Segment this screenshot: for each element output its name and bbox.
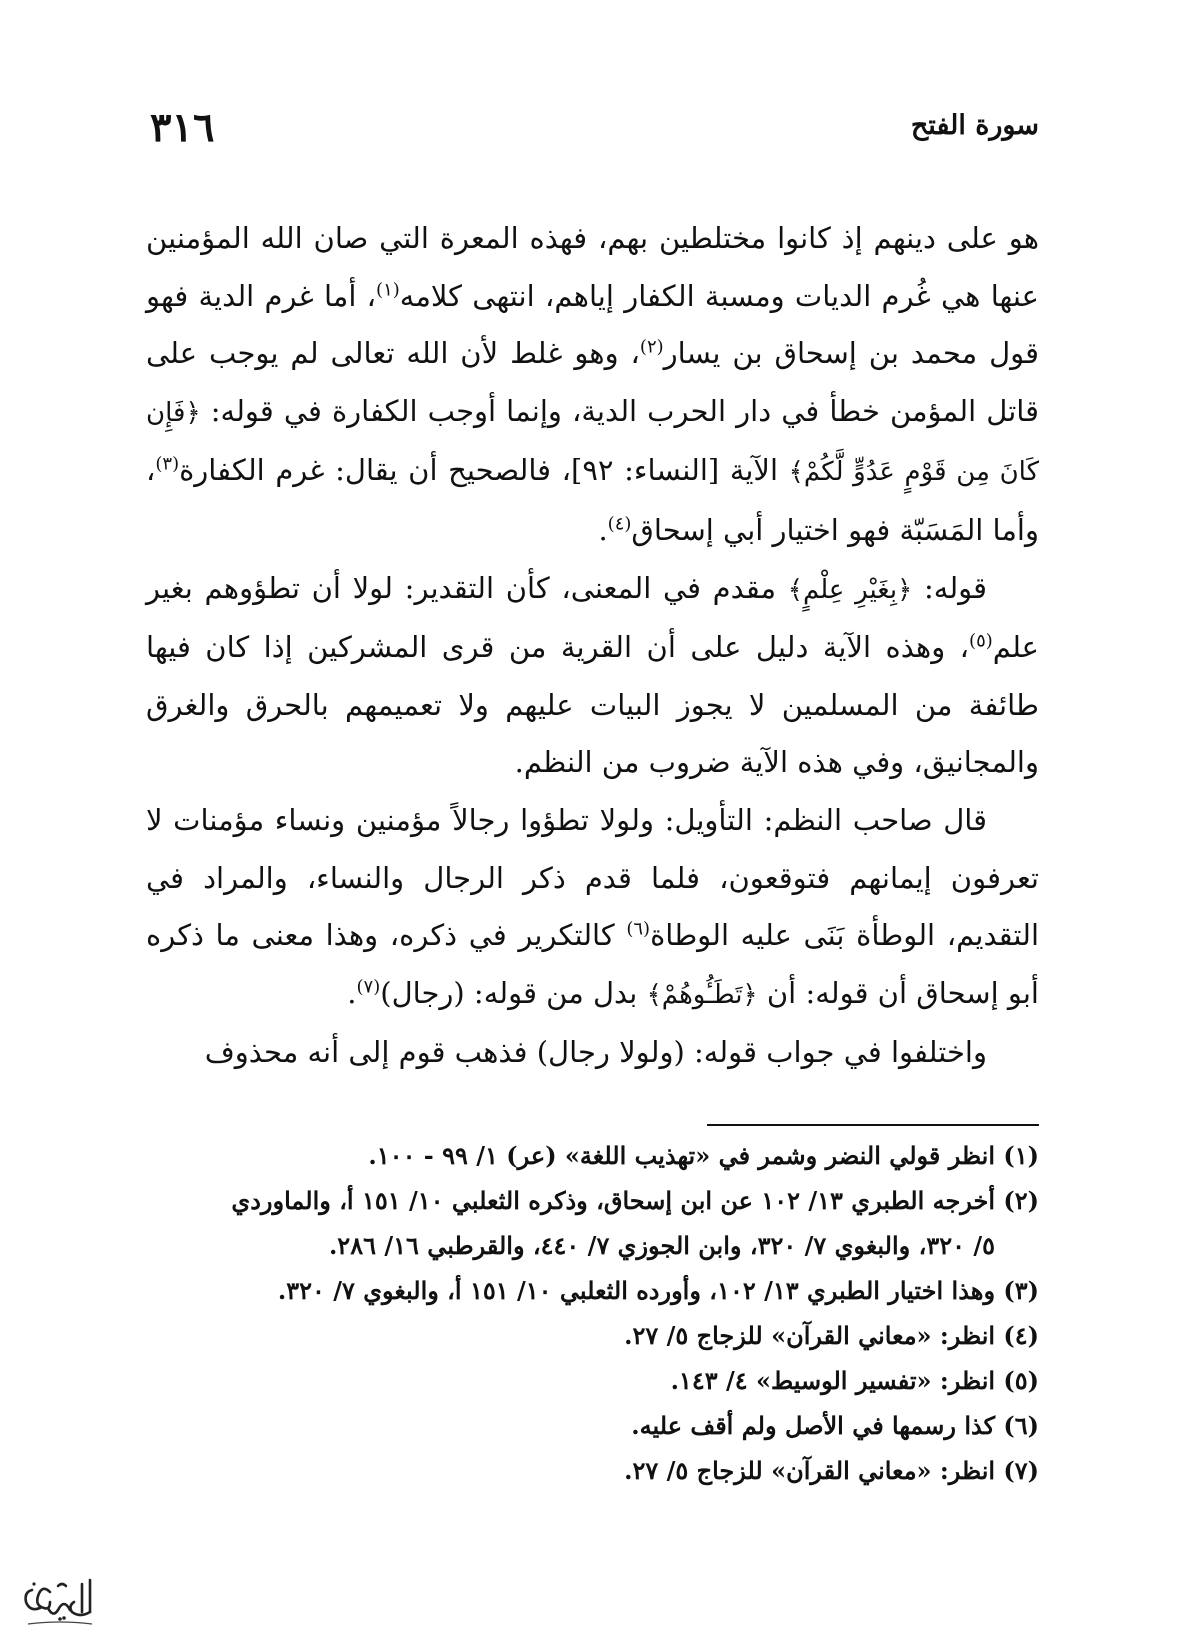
paragraph-3 — [146, 792, 1039, 1024]
text-run: واختلفوا في جواب قوله: (ولولا رجال) فذهب قوم إلى أنه محذوف — [204, 1035, 987, 1070]
text-run: كالتكرير في ذكره، وهذا معنى ما ذكره أبو إسحاق أن قوله: أن — [146, 918, 1039, 1010]
running-title: سورة الفتح — [910, 110, 1039, 141]
paragraph-2 — [146, 560, 1039, 792]
footnote-ref-1: (١) — [376, 278, 400, 300]
footnote-text: (١) انظر قولي النضر وشمر في «تهذيب اللغة» (عر) ١/ ٩٩ - ١٠٠. — [368, 1141, 1039, 1170]
quran-quote: ﴿فَإِن كَانَ مِن قَوْمٍ عَدُوٍّ لَّكُمْ﴾ — [146, 397, 1039, 488]
footnote-1 — [146, 1133, 1039, 1178]
footnote-text: (٥) انظر: «تفسير الوسيط» ٤/ ١٤٣. — [670, 1366, 1039, 1395]
text-run: . — [598, 512, 608, 547]
footnote-ref-7: (٧) — [356, 976, 381, 998]
calligraphy-underline — [28, 1622, 92, 1624]
text-run: ، وهذه الآية دليل على أن القرية من قرى المشركين إذا كان فيها طائفة من المسلمين لا يجوز البيات عليهم ولا تعميمهم بالحرق والغرق والمجانيق، وفي هذه الآية ضروب من النظم. — [146, 630, 1039, 780]
paragraph-1 — [146, 210, 1039, 560]
footnote-2 — [146, 1178, 1039, 1268]
text-run: مقدم في المعنى، كأن التقدير: لولا أن تطؤوهم بغير علم — [146, 570, 1039, 665]
text-run: هو على دينهم إذ كانوا مختلطين بهم، فهذه المعرة التي صان الله المؤمنين عنها هي غُرم الديات ومسبة الكفار إياهم، انتهى كلامه — [146, 221, 1039, 313]
text-run: بدل من قوله: (رجال) — [380, 975, 647, 1010]
footnote-text: (٧) انظر: «معاني القرآن» للزجاج ٥/ ٢٧. — [624, 1456, 1039, 1485]
text-run: قوله: — [912, 570, 988, 605]
text-run: ، أما غرم الدية فهو قول محمد بن إسحاق بن يسار — [146, 278, 1039, 371]
footnote-continuation: ٥/ ٣٢٠، والبغوي ٧/ ٣٢٠، وابن الجوزي ٧/ ٤٤٠، والقرطبي ١٦/ ٢٨٦. — [328, 1231, 995, 1260]
footnote-text: (٤) انظر: «معاني القرآن» للزجاج ٥/ ٢٧. — [624, 1321, 1039, 1350]
page-header — [150, 104, 1039, 164]
footnotes — [146, 1133, 1039, 1493]
quran-quote: ﴿تَطَـُٔوهُمْ﴾ — [646, 979, 758, 1010]
footnote-separator — [707, 1124, 1039, 1126]
footnote-6 — [146, 1403, 1039, 1448]
footnote-ref-4: (٤) — [607, 513, 632, 535]
footnote-ref-3: (٣) — [155, 453, 180, 475]
footnote-5 — [146, 1358, 1039, 1403]
text-run: . — [347, 975, 357, 1010]
footnote-text: (٢) أخرجه الطبري ١٣/ ١٠٢ عن ابن إسحاق، وذكره الثعلبي ١٠/ ١٥١ أ، والماوردي — [231, 1186, 1039, 1215]
footnote-ref-2: (٢) — [639, 336, 664, 358]
paragraph-4 — [146, 1024, 1039, 1082]
main-text — [146, 210, 1039, 1082]
text-run: قال صاحب النظم: التأويل: ولولا تطؤوا رجالاً مؤمنين ونساء مؤمنات لا تعرفون إيمانهم فتوقعون، فلما قدم ذكر الرجال والنساء، والمراد في التقديم، الوطأة بَنَى عليه الوطاة — [146, 802, 1040, 953]
footnote-4 — [146, 1313, 1039, 1358]
footnote-3 — [146, 1268, 1039, 1313]
footnote-7 — [146, 1448, 1039, 1493]
text-run: الآية [النساء: ٩٢]، فالصحيح أن يقال: غرم الكفارة — [179, 453, 789, 488]
footnote-ref-5: (٥) — [969, 630, 993, 652]
footnote-text: (٦) كذا رسمها في الأصل ولم أقف عليه. — [631, 1411, 1039, 1440]
watermark-logo — [20, 1572, 98, 1630]
text-run: ، وهو غلط لأن الله تعالى لم يوجب على قاتل المؤمن خطأ في دار الحرب الدية، وإنما أوجب الكفارة في قوله: — [146, 336, 1039, 428]
footnote-ref-6: (٦) — [626, 918, 651, 940]
footnote-text: (٣) وهذا اختيار الطبري ١٣/ ١٠٢، وأورده الثعلبي ١٠/ ١٥١ أ، والبغوي ٧/ ٣٢٠. — [277, 1276, 1039, 1305]
calligraphy-mark — [26, 1580, 90, 1615]
page-number: ٣١٦ — [150, 104, 215, 151]
text-run: ، وأما المَسَبّة فهو اختيار أبي إسحاق — [146, 453, 1039, 547]
quran-quote: ﴿بِغَيْرِ عِلْمٍ﴾ — [787, 574, 913, 605]
